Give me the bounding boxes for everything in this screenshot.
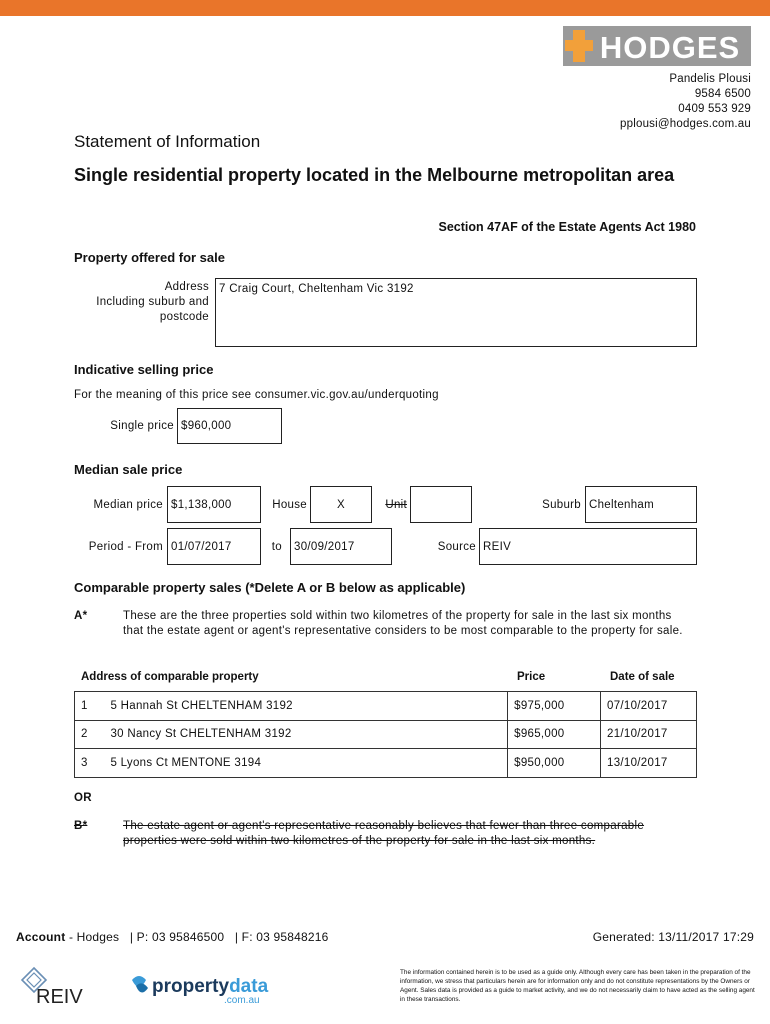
period-from-field[interactable]: 01/07/2017 — [167, 528, 261, 565]
source-label: Source — [437, 541, 476, 553]
col-price-header: Price — [517, 671, 546, 683]
row-address[interactable]: 30 Nancy St CHELTENHAM 3192 — [104, 720, 507, 749]
comparable-heading: Comparable property sales (*Delete A or B below as applicable) — [74, 580, 466, 595]
option-b-label: B* — [74, 820, 88, 832]
underquoting-note: For the meaning of this price see consumer.vic.gov.au/underquoting — [74, 389, 439, 401]
reiv-logo — [20, 966, 92, 1006]
reiv-text: REIV — [36, 986, 83, 1006]
agent-email[interactable]: pplousi@hodges.com.au — [620, 118, 751, 130]
section-reference: Section 47AF of the Estate Agents Act 1980 — [438, 220, 696, 234]
row-date[interactable]: 21/10/2017 — [601, 720, 697, 749]
option-b-text: The estate agent or agent's representative reasonably believes that fewer than three comparable properties were sold within two kilometres of the property for sale in the last six months. — [123, 820, 645, 847]
row-address[interactable]: 5 Lyons Ct MENTONE 3194 — [104, 749, 507, 778]
option-a-text: These are the three properties sold within two kilometres of the property for sale in the last six months that the estate agent or agent's representative considers to be most comparable to the property for sale. — [123, 610, 683, 637]
suburb-label: Suburb — [542, 499, 581, 511]
table-row — [75, 720, 697, 749]
pd-text-data: data — [229, 976, 269, 997]
period-to-field[interactable]: 30/09/2017 — [290, 528, 392, 565]
median-heading: Median sale price — [74, 462, 183, 477]
house-checkbox[interactable]: X — [310, 486, 372, 523]
row-price[interactable]: $965,000 — [508, 720, 601, 749]
generated-timestamp: Generated: 13/11/2017 17:29 — [592, 930, 754, 944]
propertydata-logo — [130, 970, 270, 1006]
hodges-logo — [563, 26, 751, 66]
page-title: Single residential property located in the Melbourne metropolitan area — [74, 165, 675, 185]
row-price[interactable]: $950,000 — [508, 749, 601, 778]
option-a-label: A* — [74, 610, 88, 622]
address-label: Address Including suburb and postcode — [96, 281, 209, 323]
median-price-field[interactable]: $1,138,000 — [167, 486, 261, 523]
period-to-label: to — [271, 541, 282, 553]
row-date[interactable]: 13/10/2017 — [601, 749, 697, 778]
table-row — [75, 692, 697, 721]
row-number: 2 — [75, 720, 105, 749]
unit-checkbox[interactable] — [410, 486, 472, 523]
period-from-label: Period - From — [88, 541, 163, 553]
single-price-label: Single price — [110, 420, 174, 432]
row-number: 3 — [75, 749, 105, 778]
median-price-label: Median price — [93, 499, 163, 511]
agent-contact — [620, 72, 751, 132]
source-field[interactable]: REIV — [479, 528, 697, 565]
account-label: Account — [16, 930, 66, 944]
agent-phone-mobile: 0409 553 929 — [678, 103, 751, 115]
pd-text-property: property — [152, 976, 230, 997]
row-number: 1 — [75, 692, 105, 721]
svg-text:propertydata — [152, 976, 269, 997]
indicative-heading: Indicative selling price — [74, 362, 214, 377]
statement-title: Statement of Information — [74, 132, 261, 151]
pd-text-domain: .com.au — [224, 995, 260, 1006]
agent-phone-office: 9584 6500 — [694, 88, 751, 100]
account-details: - Hodges | P: 03 95846500 | F: 03 95848216 — [65, 930, 329, 944]
single-price-field[interactable]: $960,000 — [177, 408, 282, 444]
comparable-sales-table — [74, 691, 697, 778]
col-date-header: Date of sale — [610, 671, 675, 683]
disclaimer: The information contained herein is to be used as a guide only. Although every care has been taken in the preparation of the information, we stress that particulars herein are for information only and do not constitute representations by the Owners or Agent. Sales data is provided as a guide to market activity, and we do not necessarily claim to have acted as the selling agent in these transactions. — [400, 969, 755, 1003]
table-row — [75, 749, 697, 778]
col-address-header: Address of comparable property — [81, 671, 259, 683]
top-accent-bar — [0, 0, 770, 16]
property-heading: Property offered for sale — [74, 250, 225, 265]
agent-name: Pandelis Plousi — [669, 73, 751, 85]
logo-text: HODGES — [599, 30, 741, 65]
row-date[interactable]: 07/10/2017 — [601, 692, 697, 721]
address-field[interactable]: 7 Craig Court, Cheltenham Vic 3192 — [215, 278, 697, 347]
row-price[interactable]: $975,000 — [508, 692, 601, 721]
house-label: House — [272, 499, 307, 511]
suburb-field[interactable]: Cheltenham — [585, 486, 697, 523]
unit-label: Unit — [385, 499, 407, 511]
footer-bar — [16, 930, 754, 944]
or-label: OR — [74, 792, 92, 804]
row-address[interactable]: 5 Hannah St CHELTENHAM 3192 — [104, 692, 507, 721]
